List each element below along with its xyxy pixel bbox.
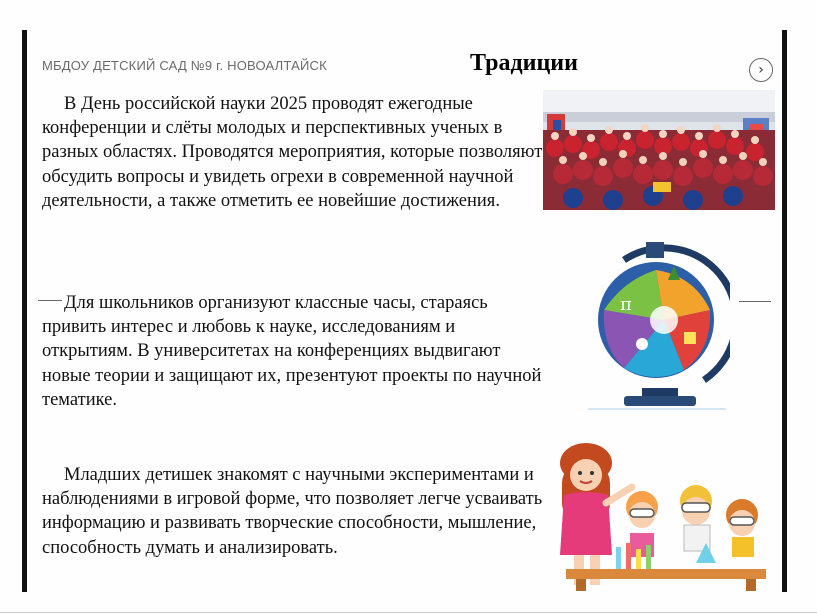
next-slide-button[interactable] bbox=[749, 58, 773, 82]
bottom-divider bbox=[0, 612, 817, 613]
kids-laboratory-illustration bbox=[546, 443, 774, 591]
conference-crowd-photo bbox=[543, 90, 775, 210]
science-globe-illustration bbox=[584, 240, 730, 412]
paragraph-conferences: В День российской науки 2025 проводят ежегодные конференции и слёты молодых и перспективных ученых в разных областях. Проводятся мероприятия, которые позволяют обсудить вопросы и увидеть огрехи в современной научной деятельности, а также отметить ее новейшие достижения. bbox=[42, 94, 543, 211]
paragraph-young-children: Младших детишек знакомят с научными экспериментами и наблюдениями в игровой форме, что позволяет легче усваивать информацию и развивать творческие способности, мышление, способность думать и анализировать. bbox=[42, 465, 543, 558]
right-border-bar bbox=[782, 30, 787, 592]
divider-dash-right bbox=[739, 301, 771, 302]
organization-header: МБДОУ ДЕТСКИЙ САД №9 г. НОВОАЛТАЙСК bbox=[42, 58, 327, 73]
page-title: Традиции bbox=[470, 50, 578, 76]
chevron-right-icon: › bbox=[758, 62, 764, 78]
paragraph-schoolchildren: Для школьников организуют классные часы, стараясь привить интерес и любовь к науке, исследованиям и открытиям. В университетах на конференциях выдвигают новые теории и защищают их, презентуют проекты по научной тематике. bbox=[42, 293, 542, 410]
svg-text:π: π bbox=[620, 294, 632, 315]
left-border-bar bbox=[22, 30, 27, 592]
